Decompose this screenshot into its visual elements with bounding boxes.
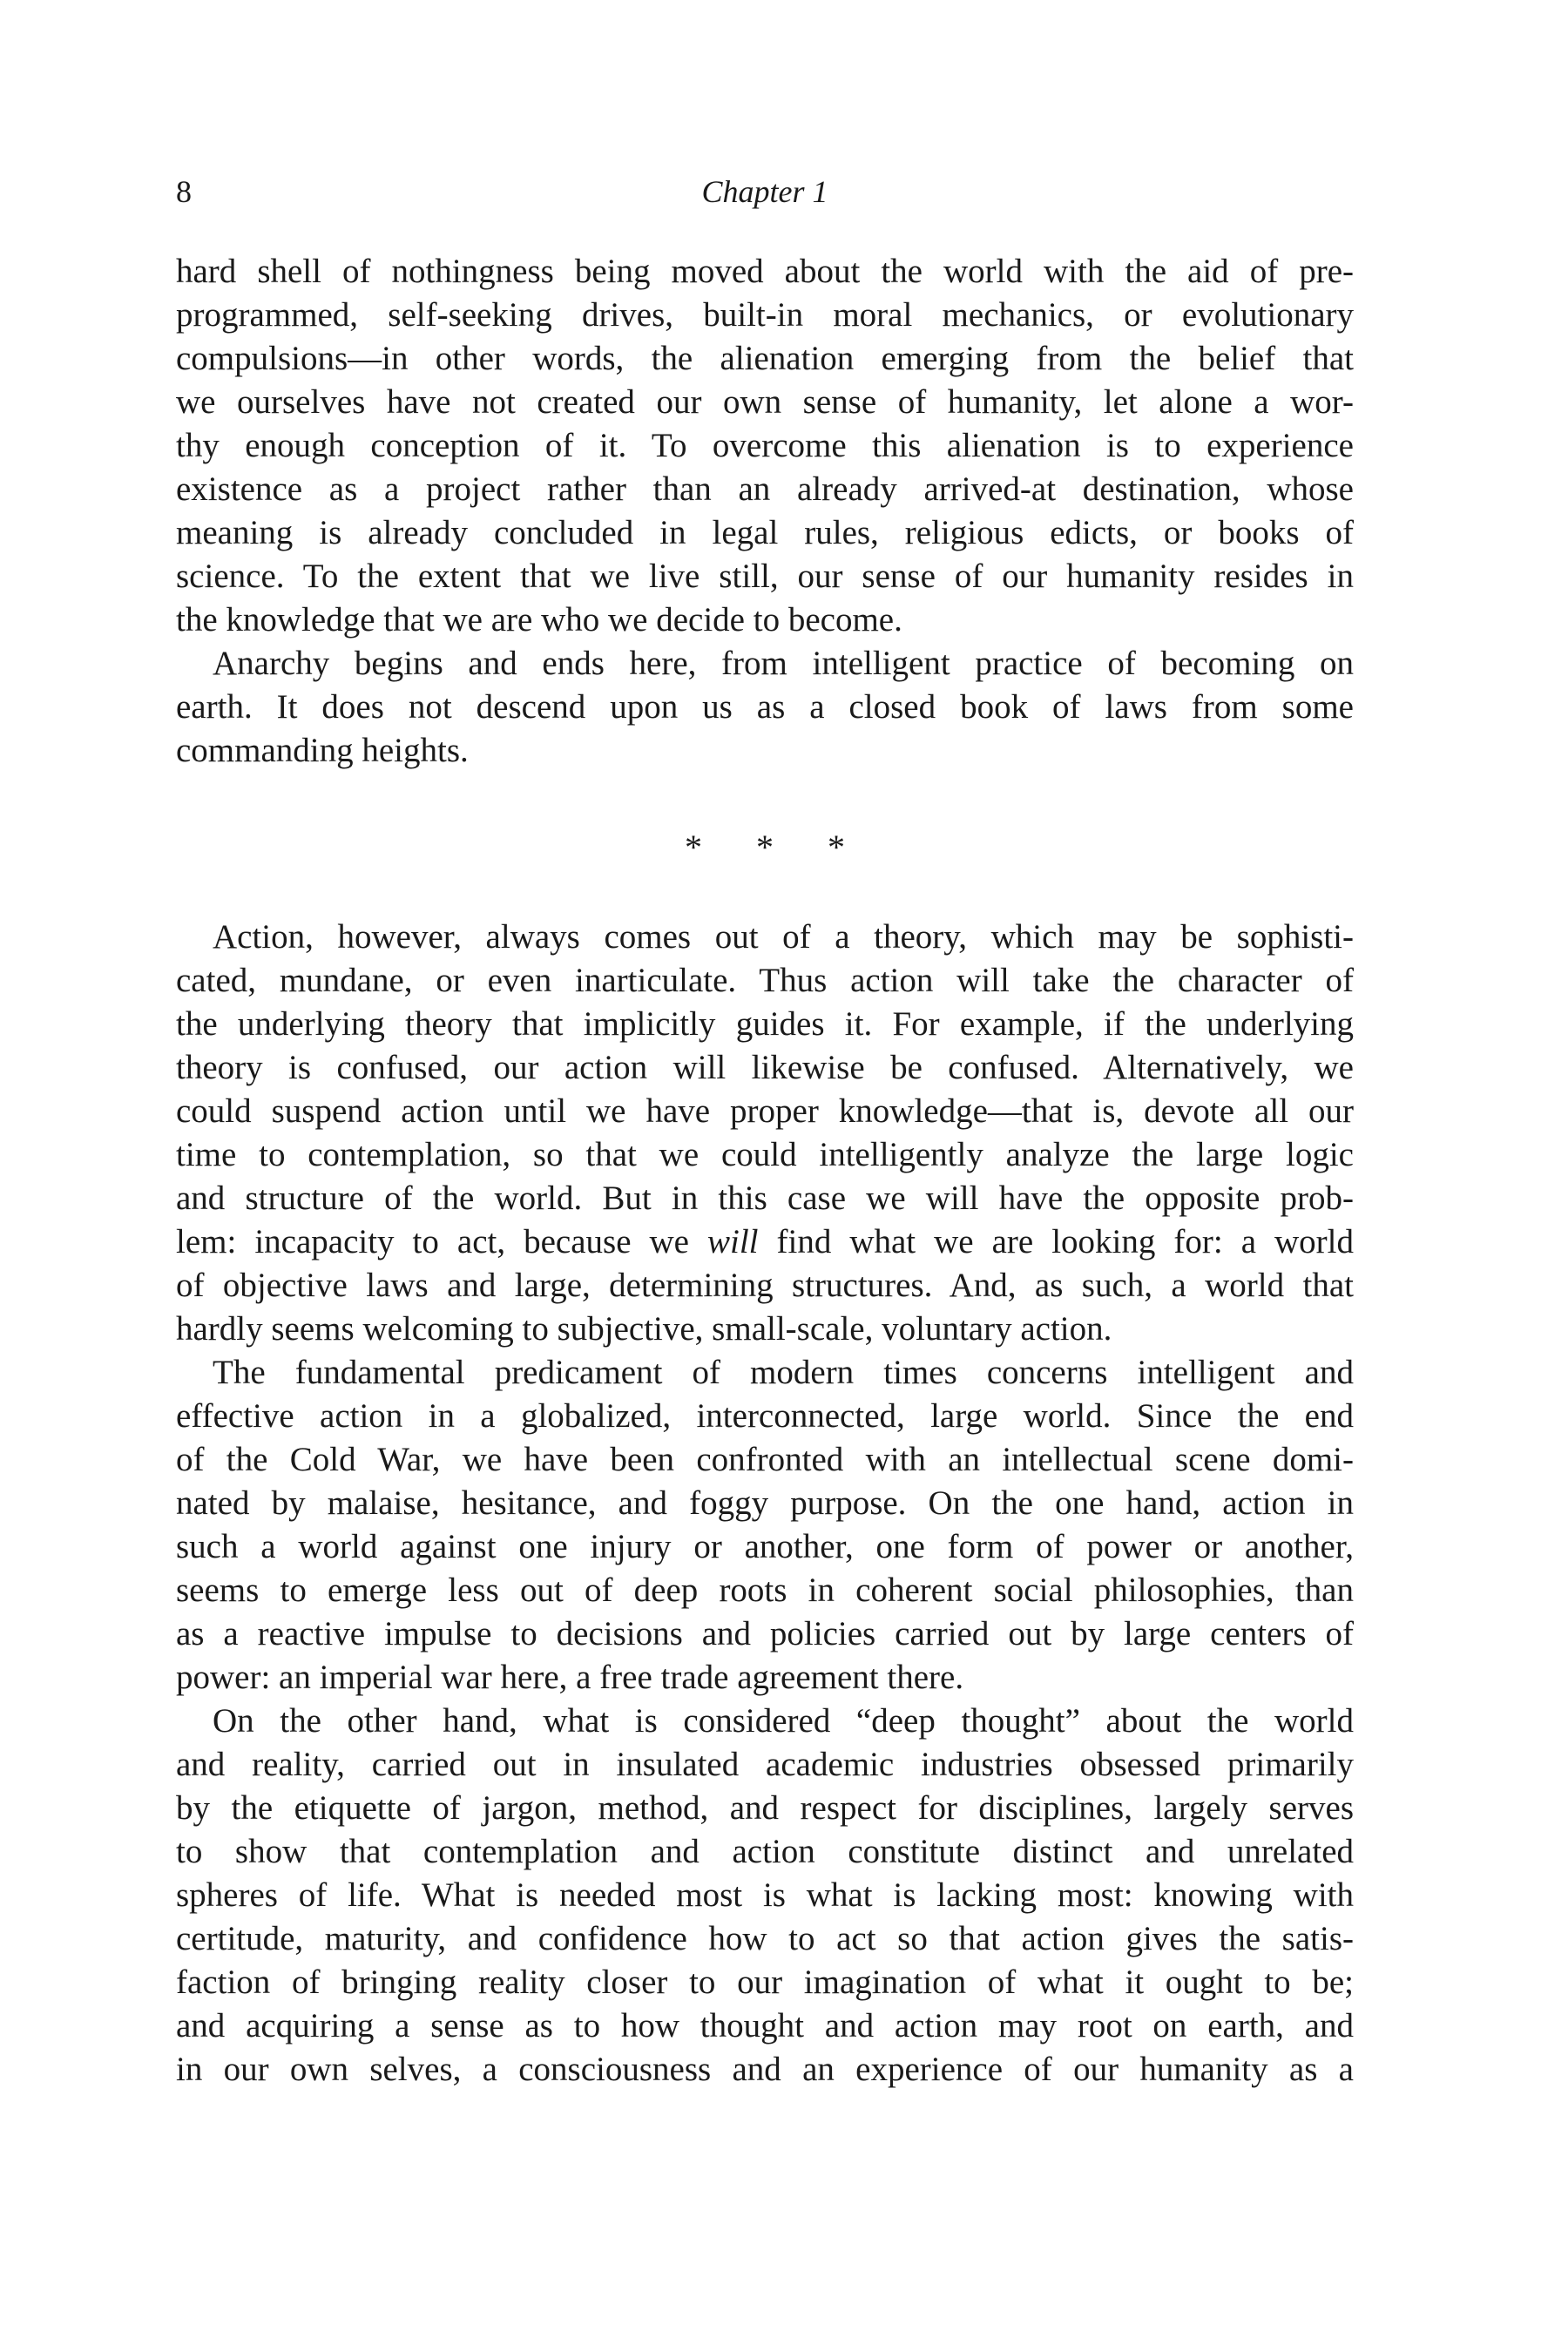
chapter-title: Chapter 1 [701, 174, 828, 209]
text-line: programmed, self-seeking drives, built-in moral mechanics, or evolutionary [176, 296, 1354, 334]
text-line: time to contemplation, so that we could intelligently analyze the large logic [176, 1136, 1354, 1173]
text-segment: find what we are looking for: a world [758, 1223, 1354, 1260]
text-line: thy enough conception of it. To overcome this alienation is to experience [176, 427, 1354, 464]
text-line: and acquiring a sense as to how thought and action may root on earth, and [176, 2007, 1354, 2044]
paragraph [176, 642, 1354, 773]
text-line: On the other hand, what is considered “deep thought” about the world [213, 1702, 1354, 1740]
paragraph [176, 916, 1354, 1351]
emphasized-word: will [706, 1223, 759, 1260]
text-line: The fundamental predicament of modern times concerns intelligent and [213, 1354, 1354, 1391]
text-line: the knowledge that we are who we decide to become. [176, 601, 902, 639]
text-line: compulsions—in other words, the alienation emerging from the belief that [176, 340, 1354, 377]
text-line: effective action in a globalized, interconnected, large world. Since the end [176, 1397, 1354, 1435]
body-text [176, 250, 1354, 2092]
asterisk-ornament: * [685, 828, 702, 867]
text-line: faction of bringing reality closer to our imagination of what it ought to be; [176, 1963, 1354, 2001]
text-line: seems to emerge less out of deep roots in coherent social philosophies, than [176, 1571, 1354, 1609]
paragraph [176, 1351, 1354, 1700]
text-line: could suspend action until we have proper knowledge—that is, devote all our [176, 1092, 1354, 1130]
text-line: the underlying theory that implicitly guides it. For example, if the underlying [176, 1005, 1354, 1043]
text-line: commanding heights. [176, 732, 469, 769]
page-number: 8 [176, 174, 192, 209]
text-line: cated, mundane, or even inarticulate. Thus action will take the character of [176, 962, 1354, 999]
text-line: existence as a project rather than an already arrived-at destination, whose [176, 470, 1354, 508]
text-line: such a world against one injury or another, one form of power or another, [176, 1528, 1354, 1565]
text-line: theory is confused, our action will likewise be confused. Alternatively, we [176, 1049, 1354, 1086]
text-line: hardly seems welcoming to subjective, small-scale, voluntary action. [176, 1310, 1112, 1348]
paragraph [176, 250, 1354, 642]
asterisk-ornament: * [756, 828, 774, 867]
text-line: Action, however, always comes out of a theory, which may be sophisti- [213, 918, 1354, 956]
text-line: of objective laws and large, determining structures. And, as such, a world that [176, 1267, 1354, 1304]
text-line: we ourselves have not created our own sense of humanity, let alone a wor- [176, 383, 1354, 421]
section-break [176, 804, 1354, 891]
text-line: hard shell of nothingness being moved about the world with the aid of pre- [176, 253, 1354, 290]
text-line: meaning is already concluded in legal rules, religious edicts, or books of [176, 514, 1354, 551]
text-line: in our own selves, a consciousness and an experience of our humanity as a [176, 2051, 1354, 2088]
text-line: Anarchy begins and ends here, from intelligent practice of becoming on [213, 645, 1354, 682]
text-line: to show that contemplation and action constitute distinct and unrelated [176, 1833, 1354, 1870]
text-line: by the etiquette of jargon, method, and respect for disciplines, largely serves [176, 1789, 1354, 1827]
asterisk-ornament: * [828, 828, 845, 867]
text-line: earth. It does not descend upon us as a closed book of laws from some [176, 688, 1354, 726]
text-line: and reality, carried out in insulated academic industries obsessed primarily [176, 1746, 1354, 1783]
paragraph [176, 1700, 1354, 2092]
text-line: and structure of the world. But in this case we will have the opposite prob- [176, 1179, 1354, 1217]
text-line-with-emphasis [176, 1220, 1354, 1264]
text-line: spheres of life. What is needed most is what is lacking most: knowing with [176, 1876, 1354, 1914]
text-line: as a reactive impulse to decisions and policies carried out by large centers of [176, 1615, 1354, 1652]
text-line: science. To the extent that we live still, our sense of our humanity resides in [176, 558, 1354, 595]
text-line: of the Cold War, we have been confronted with an intellectual scene domi- [176, 1441, 1354, 1478]
text-line: power: an imperial war here, a free trade agreement there. [176, 1659, 964, 1696]
text-line: certitude, maturity, and confidence how to act so that action gives the satis- [176, 1920, 1354, 1957]
text-line: nated by malaise, hesitance, and foggy purpose. On the one hand, action in [176, 1484, 1354, 1522]
running-head [176, 170, 1354, 213]
text-segment: lem: incapacity to act, because we [176, 1223, 707, 1260]
